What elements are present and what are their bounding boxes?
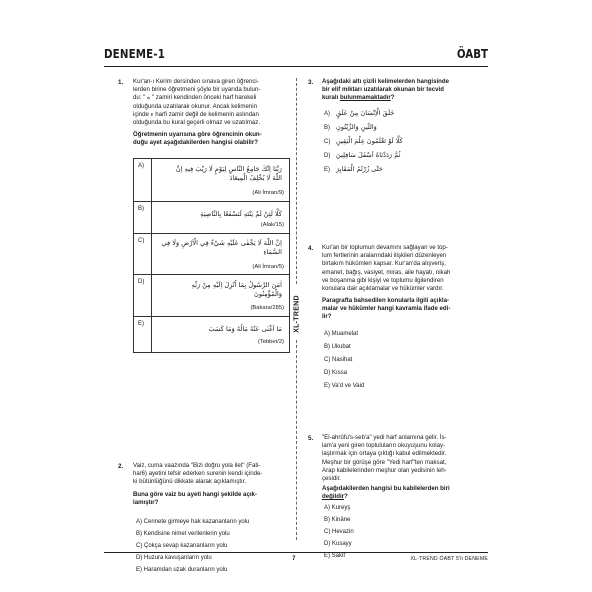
q4-body-line: emanet, bağış, vasiyet, miras, aile hayatı, nikah: [322, 268, 451, 276]
q1-body: [133, 78, 289, 127]
page-number: 7: [292, 555, 296, 562]
q5-number: 5.: [308, 435, 314, 442]
q1-option-a-ref: (Ali İmran/9): [252, 190, 284, 196]
option-letter: E): [324, 167, 330, 173]
q2-body-line: ki bütünlüğünü dikkate alarak açıklamıştır.: [133, 478, 247, 486]
q1-stem-line: duğu ayet aşağıdakilerden hangisi olabilir?: [133, 139, 258, 147]
q1-option-d-arabic: [156, 281, 282, 299]
q1-body-line: olduğunda uzatılarak okunur. Ancak kelimenin: [133, 102, 257, 110]
q4-body-line: konulara dair açıklamalar ve hükümler vardır.: [322, 285, 444, 293]
q1-option-e-arabic: [156, 325, 282, 334]
q4-body-line: lum fertlerinin aralarındaki ilişkileri düzenleyen: [322, 252, 447, 260]
q3-option-d[interactable]: [324, 151, 400, 159]
q3-option-e[interactable]: [324, 165, 383, 173]
q4-option-d[interactable]: D) Kıssa: [324, 370, 348, 376]
arabic-line: السَّمَاءِ: [263, 248, 282, 256]
q3-stem-underlined: bulunmamaktadır: [339, 94, 391, 102]
q1-option-e-ref: (Tebbet/2): [257, 339, 284, 345]
option-arabic: وَالتِّينِ وَالزَّيْتُونِ: [336, 123, 377, 131]
header-title: DENEME-1: [104, 46, 166, 61]
q1-stem-line: Öğretmenin uyarısına göre öğrencinin okun-: [133, 131, 262, 138]
q5-option-c[interactable]: C) Hevazin: [324, 529, 354, 535]
q5-option-a[interactable]: A) Kureyş: [324, 505, 351, 511]
q4-number: 4.: [308, 245, 314, 252]
q5-stem-line: Aşağıdakilerden hangisi bu kabilelerden biri: [322, 485, 450, 492]
q5-stem: [322, 485, 488, 501]
q1-option-d-ref: (Bakara/285): [250, 305, 284, 311]
arabic-line: اِنَّ اللّٰهَ لَا يَخْفٰى عَلَيْهِ شَيْءٌ فِي الْاَرْضِ وَلَا فِي: [161, 239, 282, 247]
q5-stem-part: ?: [344, 493, 348, 501]
option-arabic: كَلَّا لَوْ تَعْلَمُونَ عِلْمَ الْيَقِينِ: [336, 137, 403, 145]
q1-option-a[interactable]: [134, 159, 289, 202]
q3-option-c[interactable]: [324, 137, 403, 145]
q5-body-line: Arap kabilelerinden meşhur olan yedisinin leh-: [322, 466, 447, 474]
q4-stem: [322, 297, 488, 322]
q1-option-b[interactable]: [134, 202, 289, 234]
q3-stem-line: Aşağıdaki altı çizili kelimelerden hangisinde: [322, 78, 449, 85]
q5-option-d[interactable]: D) Kusayy: [324, 541, 352, 547]
q4-option-a[interactable]: A) Muamelat: [324, 331, 359, 337]
q3-option-b[interactable]: [324, 123, 377, 131]
q1-body-line: Kur'an-ı Kerim dersinden sınava giren öğrenci-: [133, 78, 259, 85]
q5-option-b[interactable]: B) Kinâne: [324, 517, 351, 523]
q5-body-line: lam'a yeni giren topluluların okuyuşunu kolay-: [322, 442, 446, 450]
option-letter: B): [138, 206, 144, 212]
column-divider-bottom: [296, 340, 297, 540]
q1-body-line: içinde ء harfi zamir değil de kelimenin aslından: [133, 110, 259, 118]
header-exam-type: ÖABT: [456, 46, 488, 61]
q4-stem-line: lir?: [322, 313, 332, 321]
q3-stem: [322, 78, 488, 103]
q1-stem: [133, 131, 289, 147]
header-rule: [104, 66, 488, 67]
q5-body-line: çesidir.: [322, 475, 341, 483]
q2-body-line: ha/6) ayetini tefsir ederken surenin kendi içinde-: [133, 470, 263, 478]
arabic-line: كَلَّا لَئِنْ لَمْ يَنْتَهِ لَنَسْفَعًا بِالنَّاصِيَةِ: [200, 210, 282, 218]
q2-option-b[interactable]: B) Kendisine nimet verilenlerin yolu: [136, 531, 230, 537]
q1-option-b-arabic: [156, 210, 282, 219]
q5-stem-line: [322, 493, 488, 501]
q2-stem-line: lamıştır?: [133, 499, 159, 507]
arabic-line: وَالْمُؤْمِنُونَ: [253, 290, 282, 298]
arabic-line: مَا اَغْنٰى عَنْهُ مَالُهُ وَمَا كَسَبَ: [208, 325, 282, 333]
q4-stem-line: malar ve hükümler hangi kavramla ifade edi-: [322, 305, 451, 313]
option-arabic: خَلَقَ الْاِنْسَانَ مِنْ عَلَقٍ: [336, 109, 395, 117]
side-label-text: XL-TREND: [293, 295, 300, 333]
q4-body-line: Kur'an bir toplumun devamını sağlayan ve top-: [322, 244, 448, 251]
q2-body-line: Vaiz, cuma vaazında "Bizi doğru yola ilet" (Fati-: [133, 462, 261, 469]
q4-option-c[interactable]: C) Nasihat: [324, 357, 353, 363]
q5-body-line: laştırmak için ortaya çıktığı kabul edilmektedir.: [322, 450, 447, 458]
arabic-line: اللّٰهَ لَا يُخْلِفُ الْمِيعَادَ: [229, 174, 282, 182]
q5-stem-underlined: değildir: [322, 493, 345, 501]
q5-option-e[interactable]: E) Sakif: [324, 553, 346, 559]
q4-option-e[interactable]: E) Va'd ve Vaid: [324, 383, 365, 389]
q1-option-c-arabic: [156, 239, 282, 257]
q1-number: 1.: [118, 79, 124, 86]
page-header: [104, 46, 488, 62]
q1-body-line: olduğunda bu kural geçerli olmaz ve uzatılmaz.: [133, 119, 261, 127]
q5-body: [322, 434, 488, 483]
arabic-line: رَبَّنَا اِنَّكَ جَامِعُ النَّاسِ لِيَوْمٍ لَا رَيْبَ فِيهِ اِنَّ: [175, 165, 282, 173]
q1-body-line: du: " ه " zamiri kendinden önceki harf harekeli: [133, 94, 257, 102]
side-label: [289, 294, 304, 334]
q3-stem-line: [322, 94, 488, 102]
q2-option-c[interactable]: C) Çokça sevap kazananların yolu: [136, 543, 228, 549]
q1-option-d[interactable]: [134, 275, 289, 317]
option-letter: C): [324, 139, 331, 145]
q4-body-line: ve boşanma gibi kişiyi ve toplumu ilgilendiren: [322, 276, 444, 284]
q2-option-d[interactable]: D) Huzura kavuşanların yolu: [136, 555, 212, 561]
option-letter: A): [138, 163, 144, 169]
q3-stem-line: bir elif miktarı uzatılarak okunan bir tecvid: [322, 86, 444, 94]
q2-stem: [133, 491, 289, 507]
q1-body-line: lerden birine öğretmeni şöyle bir uyarıda bulun-: [133, 86, 261, 94]
q4-body: [322, 244, 488, 293]
q4-option-b[interactable]: B) Ukubat: [324, 344, 351, 350]
q3-stem-part: ?: [390, 94, 395, 102]
option-letter: D): [138, 279, 145, 285]
q1-option-c[interactable]: [134, 234, 289, 275]
option-letter: B): [324, 125, 330, 131]
q5-body-line: Meşhur bir görüşe göre "Yedi harf"ten maksat,: [322, 458, 447, 466]
footer-label: XL-TREND ÖABT 5'li DENEME: [410, 556, 488, 562]
q3-option-a[interactable]: [324, 109, 394, 117]
q4-stem-line: Paragrafta bahsedilen konularla ilgili açıkla-: [322, 297, 449, 304]
q3-number: 3.: [308, 79, 314, 86]
q5-body-line: "El-ahrûfu's-seb'a" yedi harf anlamına gelir. İs-: [322, 434, 447, 441]
option-letter: A): [324, 111, 330, 117]
q2-stem-line: Buna göre vaiz bu ayeti hangi şekilde açık-: [133, 491, 257, 498]
q2-body: [133, 462, 289, 487]
option-arabic: ثُمَّ رَدَدْنَاهُ اَسْفَلَ سَافِلِينَ: [336, 151, 401, 159]
option-letter: D): [324, 153, 331, 159]
q1-option-e[interactable]: [134, 317, 289, 352]
q1-options-table: [133, 158, 290, 353]
q2-number: 2.: [118, 463, 124, 470]
option-letter: E): [138, 321, 144, 327]
q1-option-b-ref: (Alak/15): [260, 222, 284, 228]
arabic-line: اٰمَنَ الرَّسُولُ بِمَا اُنْزِلَ اِلَيْهِ مِنْ رَبِّهِ: [191, 281, 282, 289]
q2-option-a[interactable]: A) Cennete girmeye hak kazananların yolu: [136, 519, 250, 525]
q3-stem-part: kuralı: [322, 94, 340, 102]
footer-rule: [104, 552, 488, 553]
column-divider-top: [296, 78, 297, 284]
q1-option-c-ref: (Ali İmran/5): [252, 264, 284, 270]
option-letter: C): [138, 238, 145, 244]
q2-option-e[interactable]: E) Haramdan uzak duranların yolu: [136, 567, 228, 573]
option-arabic: حَتّٰى زُرْتُمُ الْمَقَابِرَ: [336, 165, 383, 173]
q4-body-line: birtakım hükümleri kapsar. Kur'an'da alışveriş,: [322, 260, 446, 268]
q1-option-a-arabic: [156, 165, 282, 183]
